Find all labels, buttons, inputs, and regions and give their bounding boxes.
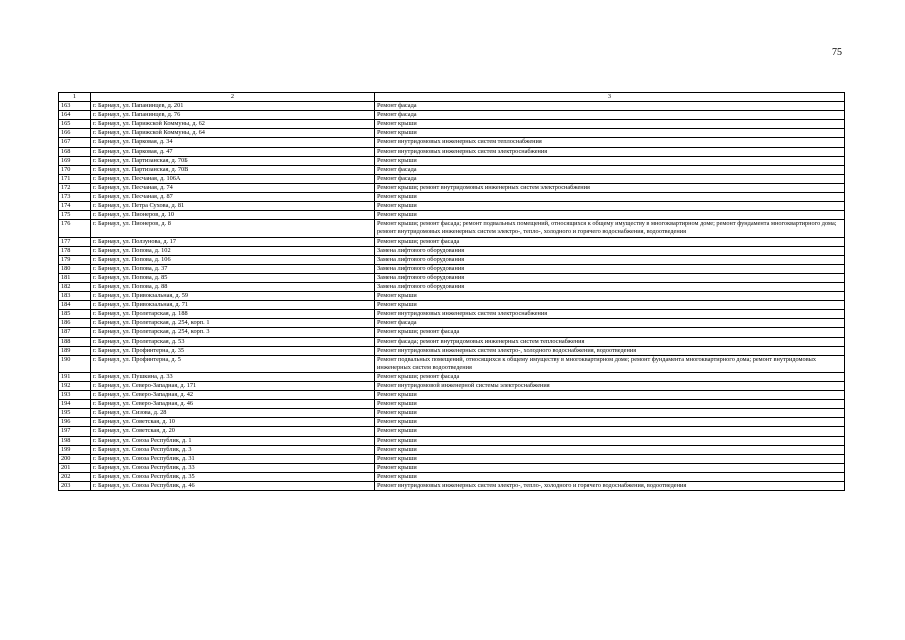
table-row	[59, 427, 845, 436]
address-cell: г. Барнаул, ул. Попова, д. 106	[91, 255, 375, 264]
table-row	[59, 138, 845, 147]
table-row	[59, 211, 845, 220]
work-type-cell: Ремонт крыши	[375, 418, 845, 427]
work-type-cell: Ремонт фасада; ремонт внутридомовых инженерных систем теплоснабжения	[375, 337, 845, 346]
work-type-cell: Ремонт подвальных помещений, относящихся к общему имуществу в многоквартирном доме; ремонт фундамента многоквартирного дома; ремонт внутридомовых инженерных систем водоотведения	[375, 355, 845, 372]
table-row	[59, 319, 845, 328]
row-number-cell: 191	[59, 372, 91, 381]
address-cell: г. Барнаул, ул. Советская, д. 20	[91, 427, 375, 436]
table-row	[59, 282, 845, 291]
address-cell: г. Барнаул, ул. Пролетарская, д. 254, корп. 3	[91, 328, 375, 337]
row-number-cell: 168	[59, 147, 91, 156]
row-number-cell: 188	[59, 337, 91, 346]
address-cell: г. Барнаул, ул. Парижской Коммуны, д. 64	[91, 129, 375, 138]
table-row	[59, 273, 845, 282]
address-cell: г. Барнаул, ул. Пролетарская, д. 254, корп. 1	[91, 319, 375, 328]
row-number-cell: 163	[59, 102, 91, 111]
work-type-cell: Ремонт внутридомовых инженерных систем теплоснабжения	[375, 138, 845, 147]
work-type-cell: Ремонт фасада	[375, 111, 845, 120]
work-type-cell: Ремонт внутридомовых инженерных систем электро-, тепло-, холодного и горячего водоснабжения, водоотведения	[375, 482, 845, 491]
work-type-cell: Ремонт крыши	[375, 202, 845, 211]
work-type-cell: Замена лифтового оборудования	[375, 273, 845, 282]
row-number-cell: 183	[59, 292, 91, 301]
row-number-cell: 190	[59, 355, 91, 372]
table-row	[59, 400, 845, 409]
address-cell: г. Барнаул, ул. Партизанская, д. 70Б	[91, 156, 375, 165]
row-number-cell: 174	[59, 202, 91, 211]
address-cell: г. Барнаул, ул. Песчаная, д. 87	[91, 193, 375, 202]
address-cell: г. Барнаул, ул. Сизова, д. 28	[91, 409, 375, 418]
row-number-cell: 196	[59, 418, 91, 427]
work-type-cell: Ремонт фасада	[375, 174, 845, 183]
table-row	[59, 472, 845, 481]
row-number-cell: 195	[59, 409, 91, 418]
work-type-cell: Ремонт фасада	[375, 102, 845, 111]
address-cell: г. Барнаул, ул. Пионеров, д. 10	[91, 211, 375, 220]
table-row	[59, 445, 845, 454]
row-number-cell: 175	[59, 211, 91, 220]
address-cell: г. Барнаул, ул. Северо-Западная, д. 171	[91, 382, 375, 391]
work-type-cell: Ремонт фасада	[375, 165, 845, 174]
page-number: 75	[832, 47, 842, 58]
work-type-cell: Ремонт внутридомовых инженерных систем электроснабжения	[375, 147, 845, 156]
table-row	[59, 391, 845, 400]
row-number-cell: 197	[59, 427, 91, 436]
address-cell: г. Барнаул, ул. Парковая, д. 47	[91, 147, 375, 156]
table-header-row	[59, 93, 845, 102]
work-type-cell: Ремонт крыши	[375, 292, 845, 301]
table-row	[59, 463, 845, 472]
table-row	[59, 156, 845, 165]
row-number-cell: 186	[59, 319, 91, 328]
table-row	[59, 382, 845, 391]
work-type-cell: Замена лифтового оборудования	[375, 264, 845, 273]
row-number-cell: 202	[59, 472, 91, 481]
row-number-cell: 178	[59, 246, 91, 255]
address-cell: г. Барнаул, ул. Союза Республик, д. 35	[91, 472, 375, 481]
address-cell: г. Барнаул, ул. Папанинцев, д. 76	[91, 111, 375, 120]
work-type-cell: Ремонт внутридомовых инженерных систем электро-, холодного водоснабжения, водоотведения	[375, 346, 845, 355]
row-number-cell: 166	[59, 129, 91, 138]
address-cell: г. Барнаул, ул. Ползунова, д. 17	[91, 237, 375, 246]
table-row	[59, 292, 845, 301]
address-cell: г. Барнаул, ул. Пролетарская, д. 53	[91, 337, 375, 346]
address-cell: г. Барнаул, ул. Пролетарская, д. 188	[91, 310, 375, 319]
table-row	[59, 436, 845, 445]
address-cell: г. Барнаул, ул. Попова, д. 85	[91, 273, 375, 282]
table-row	[59, 102, 845, 111]
row-number-cell: 173	[59, 193, 91, 202]
work-type-cell: Ремонт крыши	[375, 436, 845, 445]
row-number-cell: 172	[59, 183, 91, 192]
address-cell: г. Барнаул, ул. Привокзальная, д. 59	[91, 292, 375, 301]
column-header-work: 3	[375, 93, 845, 102]
row-number-cell: 165	[59, 120, 91, 129]
table-row	[59, 409, 845, 418]
row-number-cell: 194	[59, 400, 91, 409]
table-row	[59, 482, 845, 491]
address-cell: г. Барнаул, ул. Северо-Западная, д. 46	[91, 400, 375, 409]
work-type-cell: Ремонт крыши	[375, 472, 845, 481]
table-row	[59, 418, 845, 427]
address-cell: г. Барнаул, ул. Песчаная, д. 106А	[91, 174, 375, 183]
address-cell: г. Барнаул, ул. Песчаная, д. 74	[91, 183, 375, 192]
table-row	[59, 129, 845, 138]
work-type-cell: Ремонт крыши	[375, 193, 845, 202]
table-row	[59, 183, 845, 192]
address-cell: г. Барнаул, ул. Парковая, д. 34	[91, 138, 375, 147]
table-row	[59, 372, 845, 381]
row-number-cell: 167	[59, 138, 91, 147]
table-row	[59, 202, 845, 211]
address-cell: г. Барнаул, ул. Попова, д. 88	[91, 282, 375, 291]
row-number-cell: 164	[59, 111, 91, 120]
table-row	[59, 337, 845, 346]
row-number-cell: 171	[59, 174, 91, 183]
address-cell: г. Барнаул, ул. Союза Республик, д. 31	[91, 454, 375, 463]
row-number-cell: 203	[59, 482, 91, 491]
address-cell: г. Барнаул, ул. Пушкина, д. 33	[91, 372, 375, 381]
table-row	[59, 328, 845, 337]
row-number-cell: 198	[59, 436, 91, 445]
work-type-cell: Ремонт крыши	[375, 463, 845, 472]
work-type-cell: Ремонт фасада	[375, 319, 845, 328]
address-cell: г. Барнаул, ул. Союза Республик, д. 1	[91, 436, 375, 445]
row-number-cell: 200	[59, 454, 91, 463]
table-row	[59, 111, 845, 120]
address-cell: г. Барнаул, ул. Петра Сухова, д. 81	[91, 202, 375, 211]
table-row	[59, 346, 845, 355]
row-number-cell: 187	[59, 328, 91, 337]
table-row	[59, 165, 845, 174]
work-type-cell: Ремонт крыши	[375, 156, 845, 165]
work-type-cell: Ремонт крыши	[375, 129, 845, 138]
work-type-cell: Ремонт крыши	[375, 400, 845, 409]
address-cell: г. Барнаул, ул. Советская, д. 10	[91, 418, 375, 427]
address-cell: г. Барнаул, ул. Союза Республик, д. 33	[91, 463, 375, 472]
work-type-cell: Ремонт крыши	[375, 211, 845, 220]
row-number-cell: 201	[59, 463, 91, 472]
row-number-cell: 184	[59, 301, 91, 310]
address-cell: г. Барнаул, ул. Союза Республик, д. 3	[91, 445, 375, 454]
address-cell: г. Барнаул, ул. Попова, д. 37	[91, 264, 375, 273]
table-row	[59, 310, 845, 319]
table-row	[59, 147, 845, 156]
row-number-cell: 185	[59, 310, 91, 319]
work-type-cell: Ремонт крыши; ремонт фасада; ремонт подвальных помещений, относящихся к общему имуществу в многоквартирном доме; ремонт фундамента многоквартирного дома; ремонт внутридомовых инженерных систем электро-, тепло-, холодного и горячего водоснабжения, водоотведения	[375, 220, 845, 237]
address-cell: г. Барнаул, ул. Профинтерна, д. 35	[91, 346, 375, 355]
work-type-cell: Ремонт внутридомовой инженерной системы электроснабжения	[375, 382, 845, 391]
row-number-cell: 199	[59, 445, 91, 454]
address-cell: г. Барнаул, ул. Профинтерна, д. 5	[91, 355, 375, 372]
table-row	[59, 237, 845, 246]
table-row	[59, 255, 845, 264]
work-type-cell: Ремонт крыши; ремонт фасада	[375, 372, 845, 381]
table-row	[59, 246, 845, 255]
work-type-cell: Ремонт крыши	[375, 454, 845, 463]
row-number-cell: 182	[59, 282, 91, 291]
table-row	[59, 264, 845, 273]
work-type-cell: Замена лифтового оборудования	[375, 255, 845, 264]
work-type-cell: Ремонт крыши	[375, 445, 845, 454]
row-number-cell: 177	[59, 237, 91, 246]
column-header-number: 1	[59, 93, 91, 102]
table-row	[59, 120, 845, 129]
work-type-cell: Ремонт крыши	[375, 391, 845, 400]
work-type-cell: Ремонт крыши; ремонт фасада	[375, 328, 845, 337]
table-row	[59, 220, 845, 237]
row-number-cell: 169	[59, 156, 91, 165]
row-number-cell: 193	[59, 391, 91, 400]
work-type-cell: Ремонт крыши; ремонт внутридомовых инженерных систем электроснабжения	[375, 183, 845, 192]
row-number-cell: 181	[59, 273, 91, 282]
work-type-cell: Ремонт крыши; ремонт фасада	[375, 237, 845, 246]
address-cell: г. Барнаул, ул. Папанинцев, д. 201	[91, 102, 375, 111]
address-cell: г. Барнаул, ул. Попова, д. 102	[91, 246, 375, 255]
table-row	[59, 174, 845, 183]
address-cell: г. Барнаул, ул. Привокзальная, д. 71	[91, 301, 375, 310]
work-type-cell: Ремонт внутридомовых инженерных систем электроснабжения	[375, 310, 845, 319]
work-type-cell: Ремонт крыши	[375, 409, 845, 418]
row-number-cell: 180	[59, 264, 91, 273]
table-row	[59, 193, 845, 202]
column-header-address: 2	[91, 93, 375, 102]
work-type-cell: Замена лифтового оборудования	[375, 246, 845, 255]
table-row	[59, 454, 845, 463]
row-number-cell: 192	[59, 382, 91, 391]
address-cell: г. Барнаул, ул. Пионеров, д. 8	[91, 220, 375, 237]
repair-program-table	[58, 92, 845, 491]
address-cell: г. Барнаул, ул. Партизанская, д. 70В	[91, 165, 375, 174]
work-type-cell: Ремонт крыши	[375, 427, 845, 436]
table-row	[59, 355, 845, 372]
row-number-cell: 189	[59, 346, 91, 355]
table-body	[59, 102, 845, 491]
address-cell: г. Барнаул, ул. Союза Республик, д. 46	[91, 482, 375, 491]
work-type-cell: Ремонт крыши	[375, 301, 845, 310]
address-cell: г. Барнаул, ул. Парижской Коммуны, д. 62	[91, 120, 375, 129]
row-number-cell: 176	[59, 220, 91, 237]
address-cell: г. Барнаул, ул. Северо-Западная, д. 42	[91, 391, 375, 400]
work-type-cell: Ремонт крыши	[375, 120, 845, 129]
row-number-cell: 179	[59, 255, 91, 264]
row-number-cell: 170	[59, 165, 91, 174]
table-row	[59, 301, 845, 310]
work-type-cell: Замена лифтового оборудования	[375, 282, 845, 291]
